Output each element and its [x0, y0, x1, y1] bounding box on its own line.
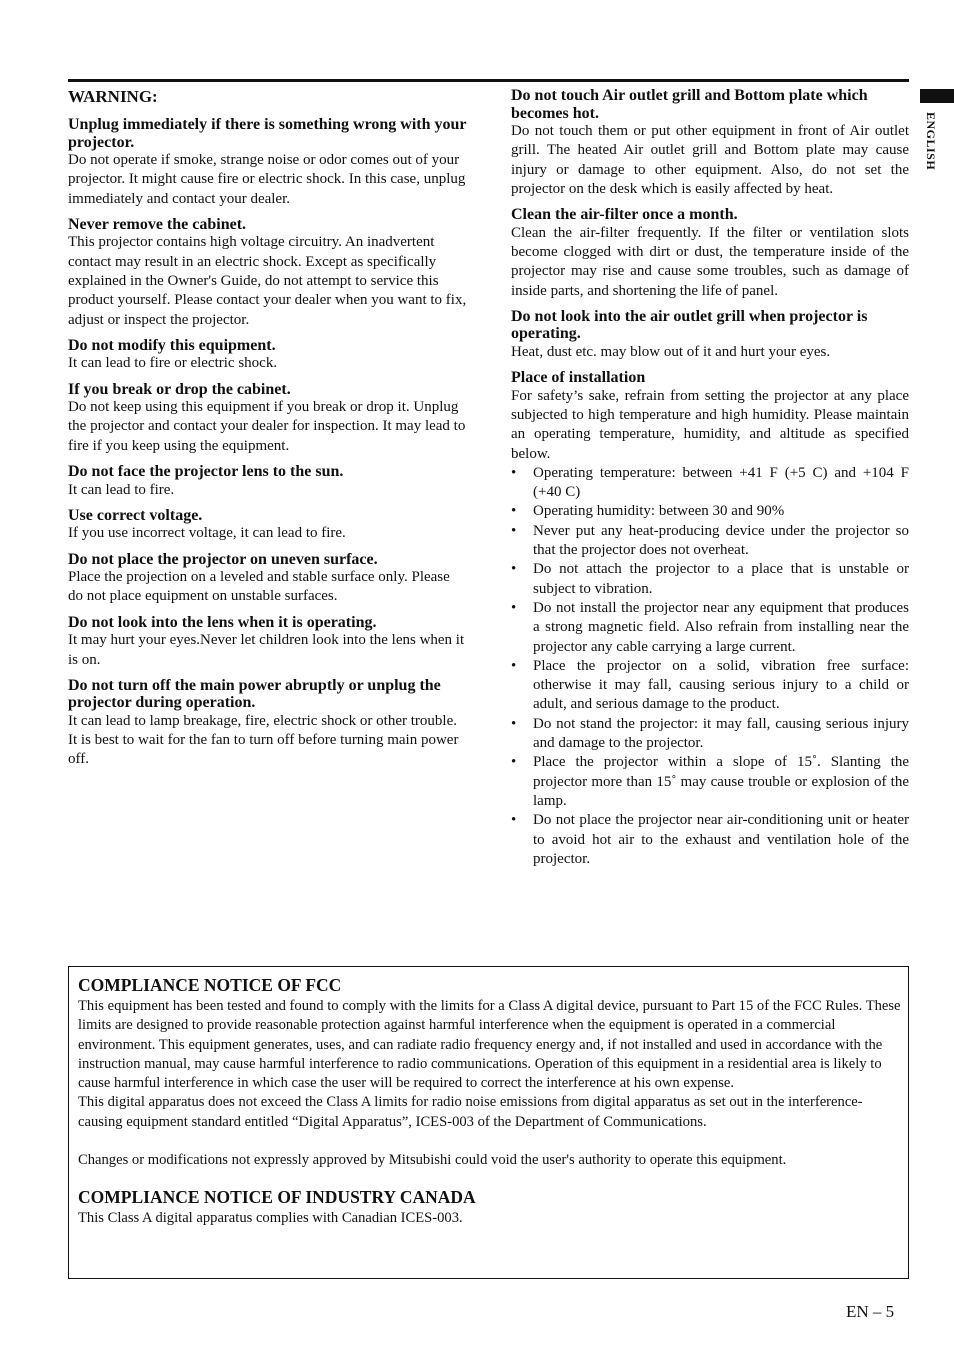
- fcc-paragraph-3: Changes or modifications not expressly approved by Mitsubishi could void the user's authority to operate this equipment.: [78, 1152, 787, 1169]
- section-body: Place the projection on a leveled and stable surface only. Please do not place equipment on unstable surfaces.: [68, 569, 450, 605]
- section-heading: Never remove the cabinet.: [68, 215, 247, 233]
- safety-section: [68, 116, 468, 209]
- list-item: • Do not place the projector near air-conditioning unit or heater to avoid hot air to the exhaust and ventilation hole of the projector.: [511, 811, 909, 869]
- section-heading: Use correct voltage.: [68, 506, 203, 524]
- installation-section: [511, 369, 909, 869]
- list-item: • Operating temperature: between +41 F (+5 C) and +104 F (+40 C): [511, 464, 909, 503]
- safety-section: [511, 308, 909, 362]
- section-body: Do not touch them or put other equipment in front of Air outlet grill. The heated Air outlet grill and Bottom plate may cause injury or damage to other equipment. Also, do not set the projector on the desk which is easily affected by heat.: [511, 123, 909, 197]
- section-body: It may hurt your eyes.Never let children look into the lens when it is on.: [68, 632, 465, 668]
- section-heading: Do not place the projector on uneven surface.: [68, 550, 378, 568]
- compliance-box: [68, 966, 909, 1279]
- section-heading: Do not touch Air outlet grill and Bottom plate which becomes hot.: [511, 87, 868, 122]
- safety-section: [68, 463, 468, 500]
- section-body: It can lead to fire or electric shock.: [68, 355, 278, 372]
- section-body: Do not keep using this equipment if you break or drop it. Unplug the projector and contact your dealer for inspection. It may lead to fire if you keep using the equipment.: [68, 399, 466, 454]
- list-item: • Do not attach the projector to a place that is unstable or subject to vibration.: [511, 560, 909, 599]
- fcc-paragraph-1: This equipment has been tested and found to comply with the limits for a Class A digital device, pursuant to Part 15 of the FCC Rules. These limits are designed to provide reasonable protection against harmful interference when the equipment is operated in a commercial environment. This equipment generates, uses, and can radiate radio frequency energy and, if not installed and used in accordance with the instruction manual, may cause harmful interference to radio communications. Operation of this equipment in a residential area is likely to cause harmful interference in which case the user will be required to correct the interference at his own expense.: [78, 998, 901, 1092]
- section-body: It can lead to lamp breakage, fire, electric shock or other trouble. It is best to wait for the fan to turn off before turning main power off.: [68, 712, 459, 768]
- section-heading: Do not modify this equipment.: [68, 336, 276, 354]
- right-column: [511, 87, 909, 876]
- section-heading: Unplug immediately if there is something wrong with your projector.: [68, 116, 467, 151]
- canada-body: This Class A digital apparatus complies with Canadian ICES-003.: [78, 1210, 463, 1227]
- warning-title: WARNING:: [68, 87, 158, 106]
- list-item: • Place the projector within a slope of 15˚. Slanting the projector more than 15˚ may cause trouble or explosion of the lamp.: [511, 753, 909, 811]
- canada-heading: COMPLIANCE NOTICE OF INDUSTRY CANADA: [78, 1187, 476, 1208]
- language-label: ENGLISH: [924, 112, 938, 171]
- warning-column: [68, 87, 468, 777]
- installation-heading: Place of installation: [511, 369, 646, 387]
- section-heading: Clean the air-filter once a month.: [511, 206, 738, 224]
- safety-section: [68, 614, 468, 670]
- section-heading: Do not look into the air outlet grill when projector is operating.: [511, 307, 868, 343]
- section-body: Clean the air-filter frequently. If the filter or ventilation slots become clogged with dirt or dust, the temperature inside of the projector may rise and cause some troubles, such as damage of inside parts, and shortening the life of panel.: [511, 224, 909, 299]
- section-heading: If you break or drop the cabinet.: [68, 380, 291, 398]
- safety-section: [68, 677, 468, 770]
- safety-section: [68, 551, 468, 607]
- section-heading: Do not face the projector lens to the sun.: [68, 463, 344, 481]
- section-body: If you use incorrect voltage, it can lead to fire.: [68, 525, 346, 542]
- installation-intro: For safety’s sake, refrain from setting the projector at any place subjected to high temperature and high humidity. Please maintain an operating temperature, humidity, and altitude as specified below.: [511, 387, 909, 462]
- section-body: Heat, dust etc. may blow out of it and hurt your eyes.: [511, 343, 831, 360]
- safety-section: [68, 337, 468, 374]
- safety-section: [68, 381, 468, 456]
- list-item: • Never put any heat-producing device under the projector so that the projector does not overheat.: [511, 522, 909, 561]
- safety-section: [511, 87, 909, 199]
- list-item: • Do not install the projector near any equipment that produces a strong magnetic field. Also refrain from installing near the projector any cable carrying a large current.: [511, 599, 909, 657]
- section-body: It can lead to fire.: [68, 481, 175, 498]
- list-item: • Operating humidity: between 30 and 90%: [511, 502, 909, 521]
- installation-bullets: [511, 464, 909, 869]
- list-item: • Do not stand the projector: it may fall, causing serious injury and damage to the projector.: [511, 715, 909, 754]
- top-rule: [68, 79, 909, 82]
- left-sections: [68, 116, 468, 770]
- section-body: This projector contains high voltage circuitry. An inadvertent contact may result in an electric shock. Except as specifically explained in the Owner's Guide, do not attempt to service this product yourself. Please contact your dealer when you want to fix, adjust or inspect the projector.: [68, 234, 467, 328]
- safety-section: [68, 507, 468, 544]
- right-sections: [511, 87, 909, 362]
- section-heading: Do not look into the lens when it is operating.: [68, 613, 377, 631]
- list-item: • Place the projector on a solid, vibration free surface: otherwise it may fall, causing serious injury to a child or adult, and serious damage to the product.: [511, 657, 909, 715]
- safety-section: [68, 216, 468, 330]
- language-tab-marker: [920, 89, 954, 103]
- section-body: Do not operate if smoke, strange noise or odor comes out of your projector. It might cause fire or electric shock. In this case, unplug immediately and contact your dealer.: [68, 152, 466, 207]
- page-number: EN – 5: [846, 1302, 895, 1321]
- safety-section: [511, 206, 909, 301]
- fcc-paragraph-2: This digital apparatus does not exceed the Class A limits for radio noise emissions from digital apparatus as set out in the interference-causing equipment standard entitled “Digital Apparatus”, ICES-003 of the Department of Communications.: [78, 1094, 863, 1130]
- fcc-heading: COMPLIANCE NOTICE OF FCC: [78, 975, 342, 995]
- section-heading: Do not turn off the main power abruptly or unplug the projector during operation.: [68, 676, 441, 712]
